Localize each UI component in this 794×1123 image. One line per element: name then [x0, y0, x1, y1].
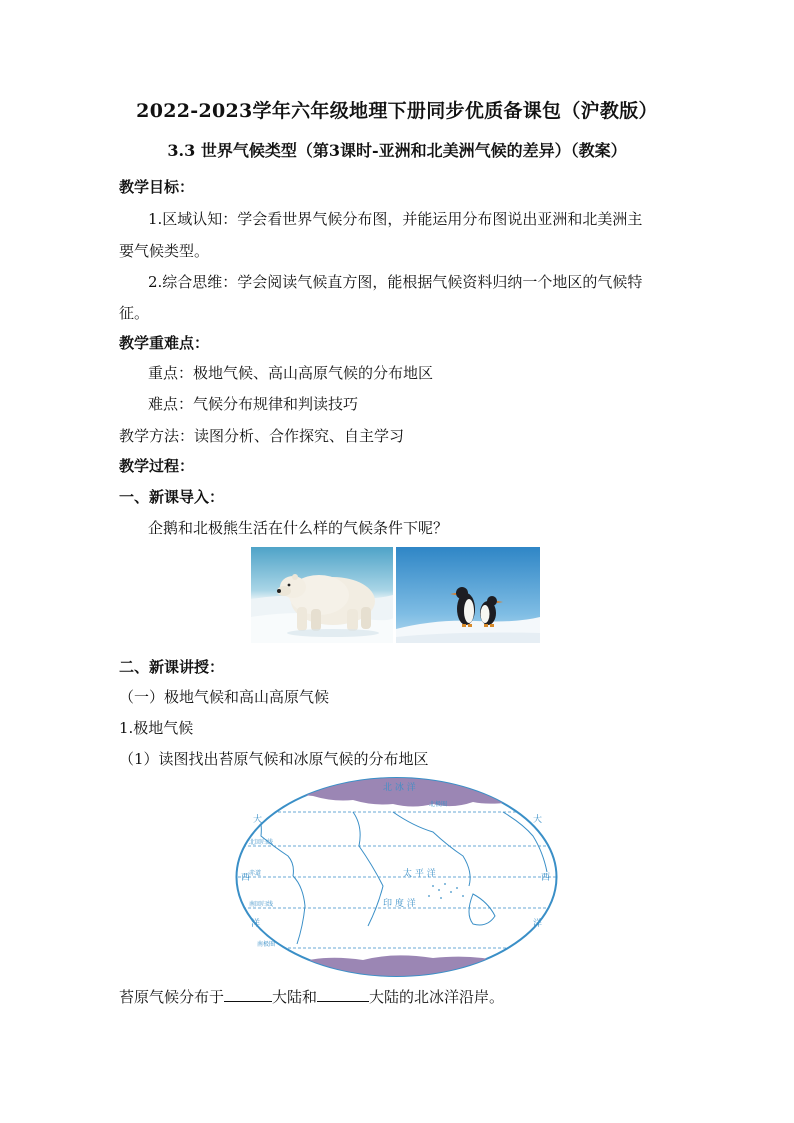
atlantic-left-label: 大 [253, 815, 263, 825]
penguins-photo [396, 547, 540, 643]
subsection-1-heading: （一）极地气候和高山高原气候 [119, 688, 330, 706]
section-2-heading: 二、新课讲授： [119, 658, 225, 676]
process-heading: 教学过程： [119, 457, 195, 475]
arctic-circle-label: 北极圈 [429, 801, 448, 808]
polar-bear-photo [251, 547, 393, 643]
ocean-right-label: 洋 [533, 919, 543, 929]
blank-2[interactable] [317, 987, 369, 1002]
atlantic-right-label: 大 [533, 815, 543, 825]
arctic-ocean-label: 北 冰 洋 [383, 783, 416, 793]
objective-1-line-1: 1.区域认知：学会看世界气候分布图，并能运用分布图说出亚洲和北美洲主 [148, 210, 643, 228]
key-points-heading: 教学重难点： [119, 334, 210, 352]
fill-in-question [119, 987, 504, 1007]
world-map-svg [233, 776, 560, 978]
tropic-capricorn-label: 南回归线 [249, 901, 274, 908]
antarctic-circle-label: 南极圈 [257, 941, 276, 948]
fill-part-1: 苔原气候分布于 [119, 988, 225, 1006]
west-left-label: 西 [241, 873, 251, 883]
objective-2-line-2: 征。 [119, 304, 150, 322]
polar-bear-illustration [251, 547, 393, 643]
intro-question: 企鹅和北极熊生活在什么样的气候条件下呢？ [148, 519, 449, 537]
equator-label: 赤道 [249, 870, 262, 877]
task-1-instruction: （1）读图找出苔原气候和冰原气候的分布地区 [119, 750, 429, 768]
fill-part-3: 大陆的北冰洋沿岸。 [369, 988, 505, 1006]
document-title: 2022-2023学年六年级地理下册同步优质备课包（沪教版） [136, 100, 658, 122]
subsection-1-1-heading: 1.极地气候 [119, 719, 194, 737]
lesson-subtitle: 3.3 世界气候类型（第3课时-亚洲和北美洲气候的差异）（教案） [167, 141, 627, 160]
teaching-methods [119, 426, 404, 446]
tropic-cancer-label: 北回归线 [249, 839, 274, 846]
section-1-heading: 一、新课导入： [119, 488, 225, 506]
focus-point: 重点：极地气候、高山高原气候的分布地区 [148, 364, 434, 382]
objectives-heading: 教学目标： [119, 178, 195, 196]
pacific-label: 太 平 洋 [403, 869, 436, 879]
teaching-methods-text: 教学方法：读图分析、合作探究、自主学习 [119, 427, 405, 445]
world-climate-map [233, 776, 560, 978]
objective-1-line-2: 要气候类型。 [119, 242, 210, 260]
ocean-left-label: 洋 [251, 919, 261, 929]
fill-part-2: 大陆和 [272, 988, 318, 1006]
greenland-polar-region [243, 780, 293, 799]
difficulty-point: 难点：气候分布规律和判读技巧 [148, 395, 359, 413]
west-right-label: 西 [541, 873, 551, 883]
indian-ocean-label: 印 度 洋 [383, 899, 416, 909]
objective-2-line-1: 2.综合思维：学会阅读气候直方图，能根据气候资料归纳一个地区的气候特 [148, 273, 643, 291]
penguins-illustration [396, 547, 540, 643]
blank-1[interactable] [224, 987, 272, 1002]
